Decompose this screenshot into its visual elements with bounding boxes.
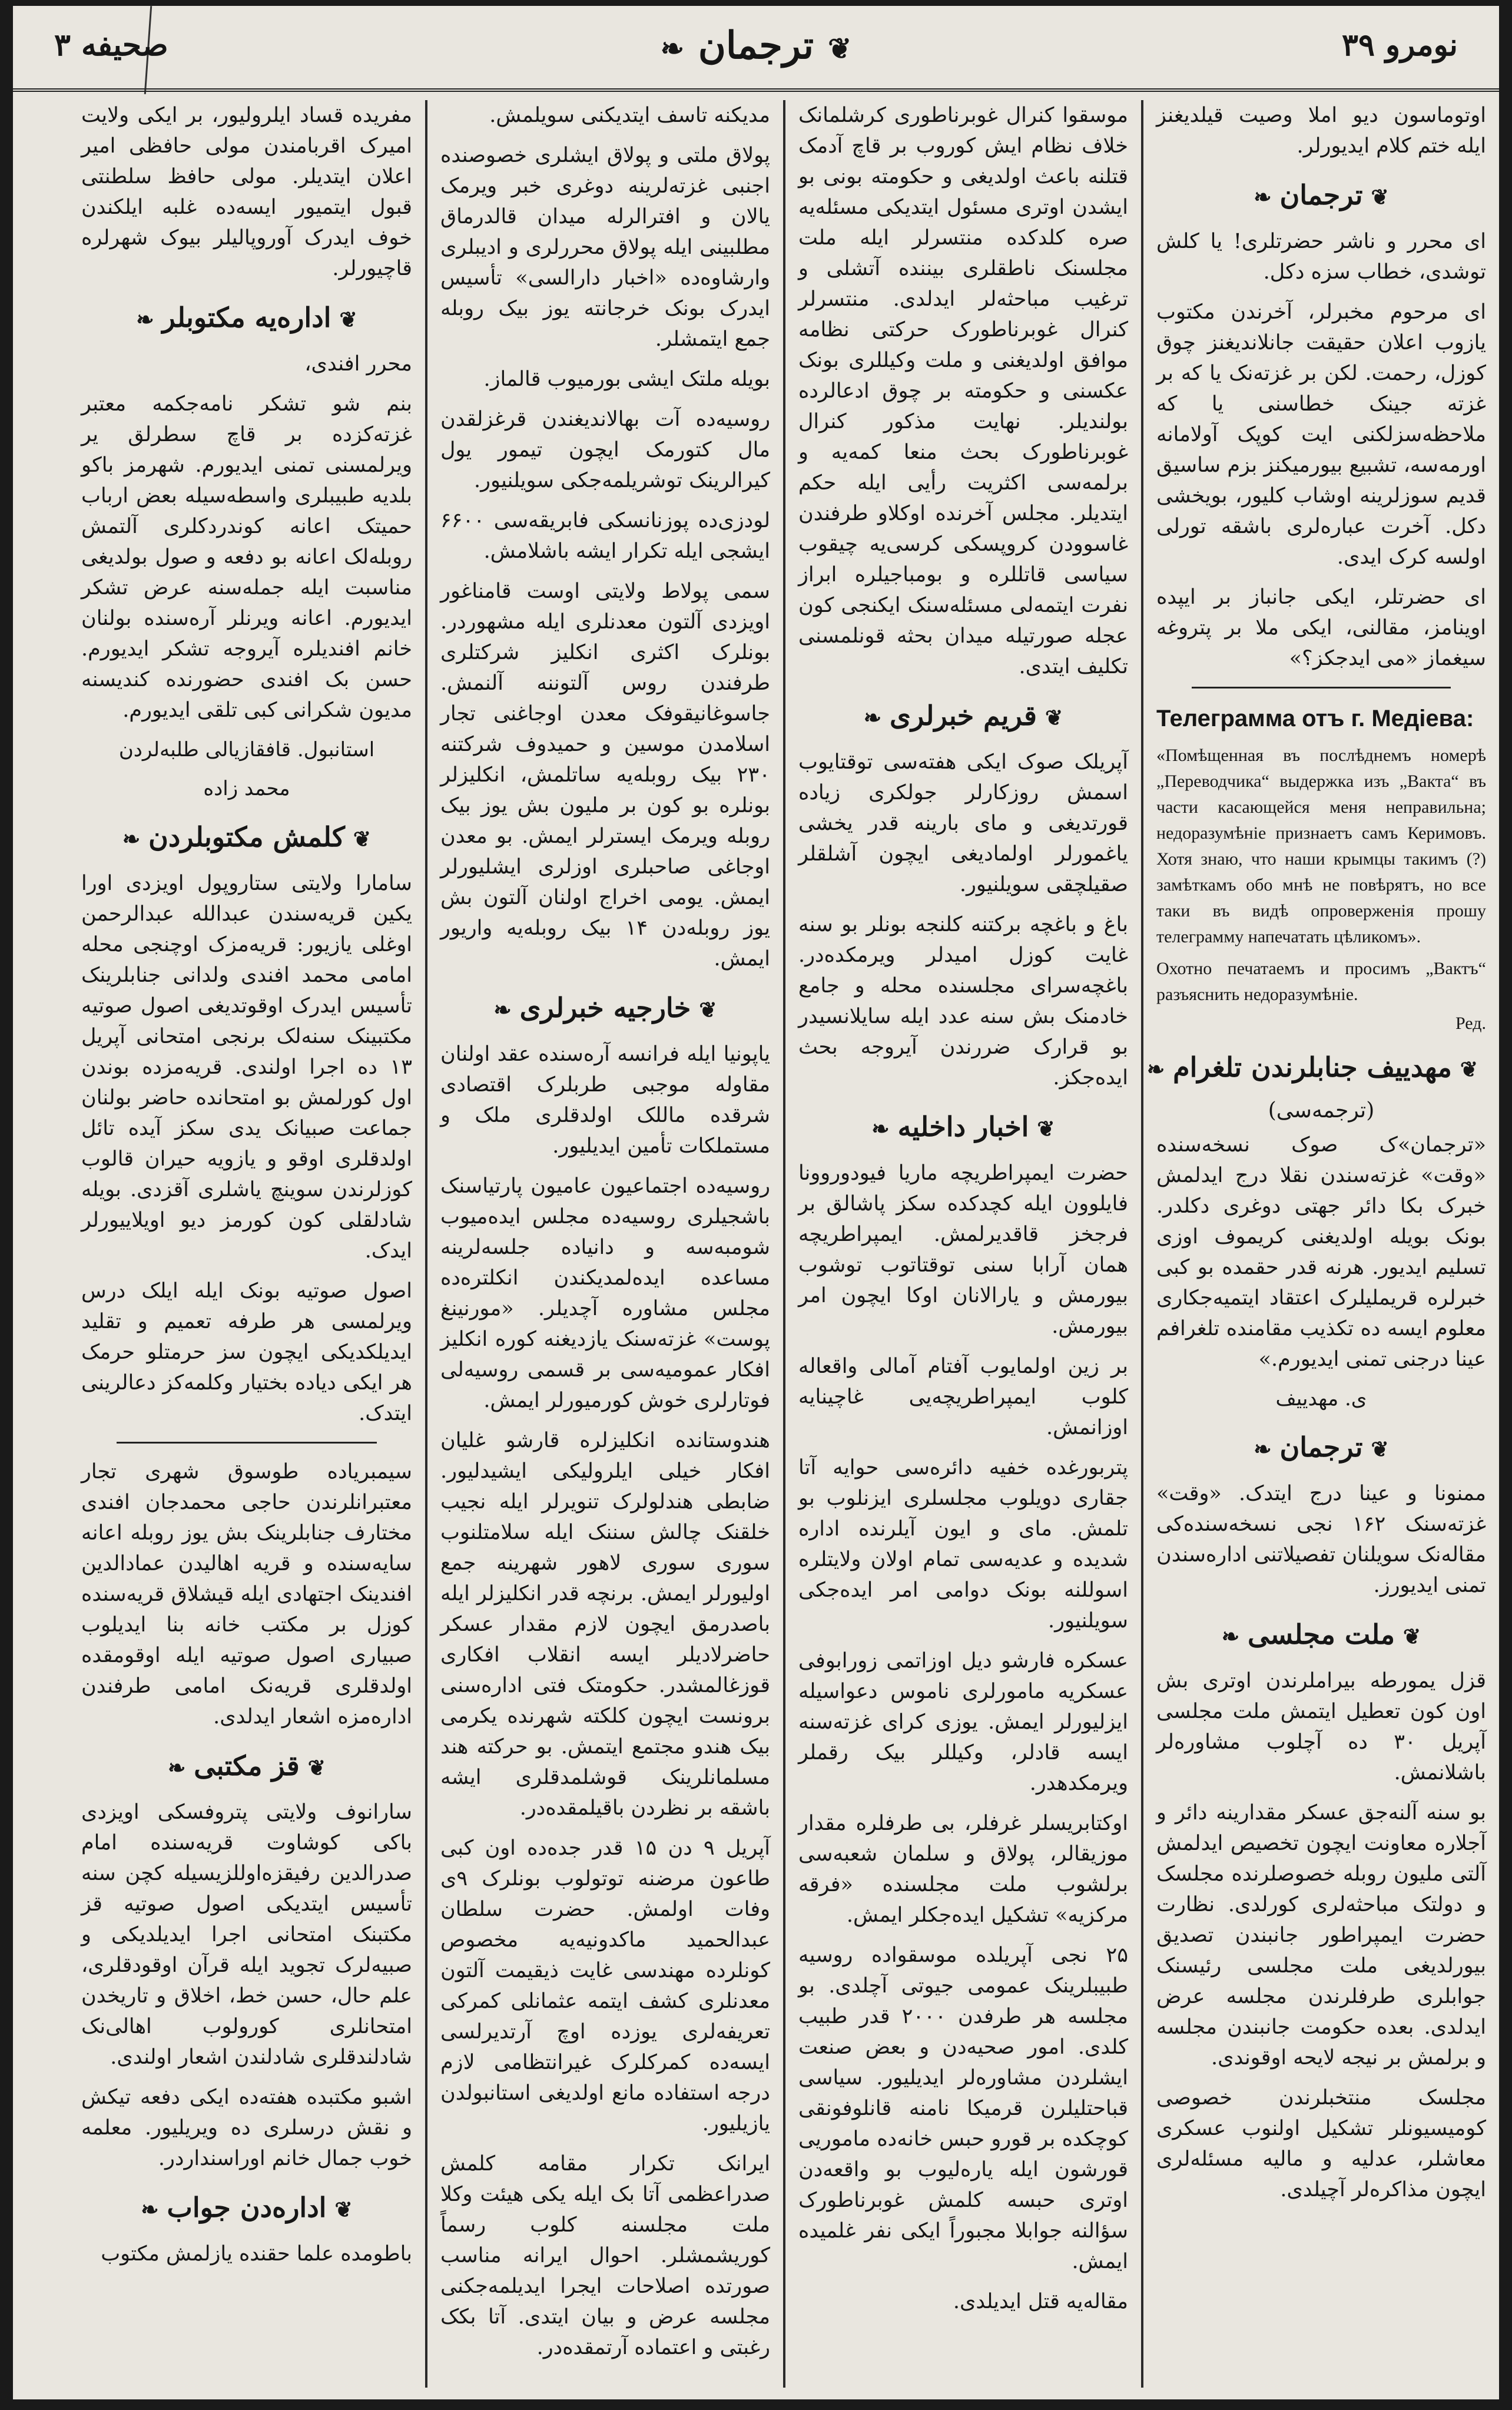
paragraph: لودزی‌ده پوزنانسکی فابریقه‌سی ۶۶۰۰ ایشجی ایله تکرار ایشه باشلامش. xyxy=(440,509,770,563)
paragraph: حضرت ایمپراطریچه ماریا فیودوروونا فایلوون ایله کچدکده سکز پاشالق بر فرجخز قاقدیرلمش. ایمپراطریچه همان آرابا سنی توقتاتوب توشوب بیورمش و یارالانان اوکا ایچون امر بیورمش. xyxy=(798,1161,1128,1338)
column-1 xyxy=(1143,100,1499,2388)
paragraph: مدیکنه تاسف ایتدیکنی سویلمش. xyxy=(489,104,770,127)
paragraph: بنم شو تشکر نامه‌جکمه معتبر غزته‌کزده بر قاچ سطرلق یر ویرلمسنی تمنی ایدیورم. شهرمز باکو بلدیه طبیبلری واسطه‌سیله بعض ارباب حمیتک اعانه کوندردکلری آلتمش روبله‌لک اعانه بو دفعه و صول بولدیغی مناسبت ایله جمله‌سنه عرض تشکر ایدیورم. اعانه ویرنلر آره‌سنده بولنان خانم افندیلره آیروجه تشکر ایدیورم. حسن بک افندی حضورنده کندیسنه مدیون شکرانی کبی تلقی ایدیورم. xyxy=(81,392,412,722)
title-text: ترجمان xyxy=(698,24,814,68)
editor-note: Охотно печатаемъ и просимъ „Вактъ“ разъяснить недоразумѣнiе. xyxy=(1156,959,1486,1004)
section-heading xyxy=(1156,1616,1486,1655)
section-heading xyxy=(1156,1429,1486,1468)
heading-text: اخبار داخلیه xyxy=(897,1111,1029,1143)
signature: استانبول. قافقازیالی طلبه‌لردن xyxy=(118,738,375,762)
column-4 xyxy=(68,100,425,2388)
paragraph: پولاق ملتی و پولاق ایشلری خصوصنده اجنبی غزته‌لرینه دوغری خبر ویرمک یالان و افترالرله میدان قالدرماق مطلبینی ایله پولاق محررلری و ادیبلری وارشاوه‌ده «اخبار دارالسی» تأسیس ایدرک بونک خرجانته یوز بیک روبله جمع ایتمشلر. xyxy=(440,144,770,351)
paragraph: قزل یمورطه بیراملرندن اوتری بش اون کون تعطیل ایتمش ملت مجلسی آپریل ۳۰ ده آچلوب مشاوره‌لر باشلانمش. xyxy=(1156,1669,1486,1785)
heading-text: قز مکتبی xyxy=(194,1750,300,1782)
ornament-icon: ❦ xyxy=(334,2197,353,2222)
heading-text: ترجمان xyxy=(1279,1431,1363,1463)
signature: محمد زاده xyxy=(203,777,290,800)
paragraph: ای حضرتلر، ایکی جانباز بر ایپده اوینامز، مقالنی، ایکی ملا بر پتروغه سیغماز «می ایدجکز؟» xyxy=(1156,585,1486,670)
paragraph: سارانوف ولایتی پتروفسکی اویزدی باکی کوشاوت قریه‌سنده امام صدرالدین رفیقزه‌اوللزیسیله کچن سنه تأسیس ایتدیکی اصول صوتیه قز مکتبنک امتحانی اجرا ایدیلدیکی و صبیه‌لرک تجوید ایله قرآن اوقودقلری، علم حال، حسن خط، اخلاق و تاریخدن امتحانلری کورولوب اهالی‌نک شادلندقلری شادلندن اشعار اولندی. xyxy=(81,1800,412,2069)
heading-text: قریم خبرلری xyxy=(890,700,1037,731)
paragraph: سامارا ولایتی ستاروپول اویزدی اورا یکین قریه‌سندن عبدالله عبدالرحمن اوغلی یازیور: قریه‌مزک اوچنجی محله امامی محمد افندی ولدانی جنابلرینک تأسیس ایدرک اوقوتدیغی اصول صوتیه مکتبینک سنه‌لک برنجی امتحانی آپریل ۱۳ ده اجرا اولندی. قریه‌مزده بوندن اول کورلمش بو امتحانده حاضر بولنان جماعت صبیانک یدی سکز آیده تائل اولدقلری اوقو و یازویه حیران قالوب کوزلرندن سوینچ یاشلری آقزدی. بویله شادلقلی کون کورمز دیو اویلاییورلر ایدک. xyxy=(81,872,412,1263)
ornament-icon: ❧ xyxy=(141,2197,159,2222)
ornament-icon: ❦ xyxy=(1403,1624,1421,1649)
fleuron-ornament-icon: ❦ xyxy=(828,32,852,65)
ornament-icon: ❧ xyxy=(1221,1624,1239,1649)
paragraph: آپریل ۹ دن ۱۵ قدر جده‌ده اون کبی طاعون مرضنه توتولوب بونلرک ۹ی وفات اولمش. حضرت سلطان عبدالحمید ماکدونیه‌یه مخصوص کونلرده مهندسی غایت ذیقیمت آلتون معدنلری کشف ایتمه عثمانلی کمرکی تعریفه‌لری یوزده اوچ آرتدیرلسی ایسه‌ده کمرکلرک غیرانتظامی لازم درجه استفاده مانع اولدیغی استانبولدن یازیلیور. xyxy=(440,1836,771,2136)
ornament-icon: ❧ xyxy=(1147,1057,1165,1082)
ornament-icon: ❧ xyxy=(1254,1437,1272,1462)
paragraph: اوکتابریسلر غرفلر، بی طرفلره مقدار موزیقالر، پولاق و سلمان شعبه‌سی برلشوب ملت مجلسنده «فرقه مرکزیه» تشکیل ایده‌جکلر ایمش. xyxy=(798,1812,1128,1927)
paragraph: اوتوماسون دیو املا وصیت قیلدیغنز ایله ختم کلام ایدیورلر. xyxy=(1156,104,1486,158)
heading-text: اداره‌یه مکتوبلر xyxy=(162,302,331,333)
paragraph: یاپونیا ایله فرانسه آره‌سنده عقد اولنان مقاوله موجبی طربلرک اقتصادی شرقده ماللک اولدقلری ملک و مستملکات تأمین ایدیلیور. xyxy=(440,1042,770,1158)
heading-text: ترجمان xyxy=(1279,179,1363,211)
divider xyxy=(1192,687,1451,688)
paragraph: ممنونا و عینا درج ایتدک. «وقت» غزته‌سنک ۱۶۲ نجی نسخه‌سنده‌کی مقاله‌نک سویلنان تفصیلاتنی اداره‌سندن تمنی ایدیورز. xyxy=(1156,1482,1486,1597)
ornament-icon: ❧ xyxy=(122,827,141,852)
section-heading xyxy=(81,2189,412,2228)
paragraph: روسیه‌ده آت بهالاندیغندن قرغزلقدن مال کتورمک ایچون تیمور یول کیرالرینک توشریلمه‌جکی سویلنیور. xyxy=(440,408,770,492)
signature: ی. مهدییف xyxy=(1275,1387,1367,1411)
subheading: (ترجمه‌سی) xyxy=(1268,1098,1375,1123)
ornament-icon: ❧ xyxy=(136,307,154,332)
ornament-icon: ❦ xyxy=(1371,185,1389,210)
section-heading xyxy=(1156,177,1486,216)
paragraph: ۲۵ نجی آپریلده موسقواده روسیه طبیبلرینک عمومی جیوتی آچلدی. بو مجلسه هر طرفدن ۲۰۰۰ قدر طبیب کلدی. امور صحیه‌دن و بعض صنعت ایشلردن مشاوره‌لر ایدیلیور. سیاسی قباحتلیلرن قرمیکا نامنه قانلوفونقی کوچکده بر قورو حبس خانه‌ده ماموریی قورشون ایله یاره‌لیوب بو واقعه‌دن اوتری حبسه کلمش غوبرناطورک سؤالنه جوابلا مجبوراً ایکی نفر غلمیده ایمش. xyxy=(798,1944,1128,2273)
heading-text: اداره‌دن جواب xyxy=(167,2191,327,2223)
heading-text: کلمش مکتوبلردن xyxy=(148,821,345,853)
ornament-icon: ❦ xyxy=(307,1756,326,1780)
paragraph: روسیه‌ده اجتماعیون عامیون پارتیاسنک باشجیلری روسیه‌ده مجلس ایده‌میوب شومبه‌سه و دانیاده جلسه‌لرینه مساعده ایده‌لمدیکندن انکلتره‌ده مجلس مشاوره آچدیلر. «مورنینغ پوست» غزته‌سنک یازدیغنه کوره انکلیز افکار عمومیه‌سی بر قسمی روسیه‌لی فوتارلری خوش کورمیورلر ایمش. xyxy=(440,1174,770,1412)
newspaper-title xyxy=(646,24,866,68)
section-heading xyxy=(81,299,412,338)
section-heading xyxy=(440,989,770,1028)
paragraph: مجلسک منتخبلرندن خصوصی کومیسیونلر تشکیل اولنوب عسکری معاشلر، عدلیه و مالیه مسئله‌لری ایچون مذاکره‌لر آچیلدی. xyxy=(1156,2086,1486,2202)
paragraph: مفریده قساد ایلرولیور، بر ایکی ولایت امیرک اقربامندن مولی حافظی امیر اعلان ایتدیلر. مولی حافظ سلطنتی قبول ایتمیور ایسه‌ده غلبه ایلکندن خوف ایدرک آوروپالیلر بیوک شهرلره قاچیورلر. xyxy=(81,104,412,280)
section-heading xyxy=(1147,1049,1486,1088)
paragraph: ای مرحوم مخبرلر، آخرندن مکتوب یازوب اعلان حقیقت جانلاندیغنز چوق کوزل، رحمت. لکن بر غزته‌نک یا که بر غزته جینک خطاسنی یا که ملاحظه‌سزلکنی ایت کوپک آولامانه اورمه‌سه، تشبیع بیورمیکنز بزم ساسیق قدیم سوزلرینه اوشاب کلیور، بویخشی دکل. آخرت عبارەلری باشقه تورلی اولسه کرک ایدی. xyxy=(1156,300,1486,569)
editor-signature: Ред. xyxy=(1455,1014,1486,1033)
section-heading xyxy=(81,1747,412,1786)
ornament-icon: ❦ xyxy=(1045,706,1063,730)
russian-telegram xyxy=(1156,703,1486,1034)
heading-text: ملت مجلسی xyxy=(1248,1618,1395,1650)
paragraph: بو سنه آلنه‌جق عسکر مقدارینه دائر و آجلاره معاونت ایچون تخصیص ایدلمش آلتی ملیون روبله خصوصلرنده مجلسک و دولتک مباحثه‌لری کورلدی. نظارت حضرت ایمپراطور جانبندن تصدیق بیورلدیغی ملت مجلسی رئیسنک جوابلری طرفلرندن مجلسه عرض ایدلدی. بعده حکومت جانبندن مجلسه و برلمش بر نیجه لایحه اوقوندی. xyxy=(1156,1801,1486,2070)
ornament-icon: ❦ xyxy=(1371,1437,1389,1462)
issue-number: نومرو ۳۹ xyxy=(1342,27,1458,63)
telegram-title: Телеграмма отъ г. Медiева: xyxy=(1156,706,1474,731)
page-number-label: صحیفه ۳ xyxy=(54,27,168,63)
ornament-icon: ❦ xyxy=(699,998,717,1022)
paragraph: ای محرر و ناشر حضرتلری! یا کلش توشدی، خطاب سزه دکل. xyxy=(1156,230,1486,284)
paragraph: مقاله‌یه قتل ایدیلدی. xyxy=(953,2290,1128,2313)
fleuron-ornament-icon: ❧ xyxy=(660,32,684,65)
heading-text: مهدییف جنابلرندن تلغرام xyxy=(1173,1051,1452,1083)
ornament-icon: ❦ xyxy=(353,827,372,852)
paragraph: اشبو مکتبده هفته‌ده ایکی دفعه تیکش و نقش درسلری ده ویریلیور. معلمه خوب جمال خانم اوراسنداردر. xyxy=(81,2085,412,2170)
ornament-icon: ❧ xyxy=(493,998,512,1022)
paragraph: سیمبریاده طوسوق شهری تجار معتبرانلرندن حاجی محمدجان افندی مختارف جنابلرینک بش یوز روبله اعانه سایه‌سنده و قریه اهالیدن عمادالدین افندینک اجتهادی ایله قیشلاق قریه‌سنده کوزل بر مکتب خانه بنا ایدیلوب صبیاری اصول صوتیه ایله اوقومقده اولدقلری قریه‌نک امامی طرفندن اداره‌مزه اشعار ایدلدی. xyxy=(81,1460,412,1729)
masthead xyxy=(13,6,1499,92)
ornament-icon: ❧ xyxy=(863,706,882,730)
paragraph: پتربورغده خفیه دائره‌سی حوایه آتا جقاری دویلوب مجلسلری ایزنلوب بو تلمش. مای و ایون آیلرنده اداره شدیده و عدیه‌سی تمام اولان ولایتلره اسوللنه بونک دوامی امر ایده‌جکی سویلنیور. xyxy=(798,1456,1128,1633)
paragraph: «ترجمان»ک صوک نسخه‌سنده «وقت» غزته‌سندن نقلا درج ایدلمش خبرک بکا دائر جهتی دوغری دکلدر. بونک بویله اولدیغنی کریموف اوزی تسلیم ایدیور. هرنه قدر حقمده بو کبی خبرلره قریملیلرک اعتقاد ایتمیه‌جکاری معلوم ایسه ده تکذیب مقامنده تلغرافم عینا درجنی تمنی ایدیورم.» xyxy=(1156,1133,1486,1371)
newspaper-page xyxy=(13,6,1499,2399)
ornament-icon: ❦ xyxy=(339,307,357,332)
paragraph: بویله ملتک ایشی بورمیوب قالماز. xyxy=(483,368,770,391)
paragraph: آپریلک صوک ایکی هفته‌سی توقتایوب اسمش روزکارلر جولکری زیاده قورتدیغی و مای بارینه قدر یخشی یاغمورلر اولمادیغی ایچون آشلقلر صقیلچقی سویلنیور. xyxy=(798,750,1128,896)
paragraph: هندوستانده انکلیزلره قارشو غلیان افکار خیلی ایلرولیکی ایشیدلیور. ضابطی هندلولرک تنویرلر ایله نجیب خلقنک چالش سننک ایله سلامتلنوب سوری سوری لاهور شهرینه جمع اولیورلر ایمش. برنچه قدر انکلیزلر ایله باصدرمق ایچون لازم مقدار عسکر حاضرلادیلر ایسه انقلاب افکاری قوزغالمشدر. حکومتک فتی اداره‌سنی برونست ایچون کلکته شهرنده یکرمی بیک هندو مجتمع ایتمش. بو حرکته هند مسلمانلرینک قوشلمدقلری ایشه باشقه بر نظردن باقیلمقده‌در. xyxy=(440,1429,770,1820)
paragraph: بر زین اولمایوب آفتام آمالی واقعاله کلوب ایمپراطریچه‌یی غاچینایه اوزانمش. xyxy=(798,1355,1128,1439)
ornament-icon: ❧ xyxy=(871,1117,890,1141)
divider xyxy=(117,1442,377,1444)
heading-text: خارجیه خبرلری xyxy=(519,992,691,1024)
section-heading xyxy=(798,697,1128,736)
section-heading xyxy=(81,819,412,858)
column-3 xyxy=(427,100,783,2388)
section-heading xyxy=(798,1108,1128,1147)
paragraph: باطومده علما حقنده یازلمش مکتوب xyxy=(101,2242,412,2266)
telegram-text: «Помѣщенная въ послѣднемъ номерѣ „Переводчика“ выдержка изъ „Вакта“ въ части касающейся меня неправильна; недоразумѣнiе признаетъ самъ Керимовъ. Хотя знаю, что наши крымцы такимъ (?) замѣткамъ обо мнѣ не повѣрятъ, но все таки въ видѣ опроверженiя прошу телеграмму напечатать цѣликомъ». xyxy=(1156,746,1486,946)
paragraph: عسکره فارشو دیل اوزاتمی زورابوفی عسکریه مامورلری ناموس دعواسیله ایزلیورلر ایمش. یوزی کرای غزته‌سنه ایسه قادلر، وکیللر بیک رقملر ویرمکدهدر. xyxy=(798,1649,1128,1795)
ornament-icon: ❦ xyxy=(1037,1117,1055,1141)
paragraph: باغ و باغچه برکتنه کلنجه بونلر بو سنه غایت کوزل امیدلر ویرمکده‌در. باغچه‌سرای مجلسنده محله و جامع خادمنک بش سنه عدد ایله سایلانسیدر بو قرارک ضررندن آیروجه بحث ایده‌جکز. xyxy=(798,913,1128,1090)
paragraph: سمی پولاط ولایتی اوست قامناغور اویزدی آلتون معدنلری ایله مشهوردر. بونلرک اکثری انکلیز شرکتلری طرفندن روس آلتوننه آلنمش. جاسوغانیقوفک معدن اوجاغنی تجار اسلامدن موسین و حمیدوف شرکتنه ۲۳۰ بیک روبله‌یه ساتلمش، انکلیزلر بونلره بو کون بر ملیون بش یوز بیک روبله ویرمک ایسترلر ایمش. بو معدن اوجاغی صاحبلری اوزلری ایشلیورلر ایمش. یومی اخراج اولنان آلتون بش یوز روبله‌دن ۱۴ بیک روبله‌یه واریور ایمش. xyxy=(440,580,770,971)
paragraph: اصول صوتیه بونک ایله ایلک درس ویرلمسی هر طرفه تعمیم و تقلید ایدیلکدیکی ایچون سز حرمتلو حرمک هر ایکی دیاده بختیار وکلمه‌کز دعا‌لرینی ایتدک. xyxy=(81,1279,412,1425)
column-2 xyxy=(785,100,1141,2388)
salutation: محرر افندی، xyxy=(304,352,412,376)
ornament-icon: ❦ xyxy=(1460,1057,1478,1082)
paragraph: موسقوا کنرال غوبرناطوری کرشلمانک خلاف نظام ایش کوروب بر قاچ آدمک قتلنه باعث اولدیغی و حکومته بونی بو ایشدن اوتری مسئول ایتدیکی مسئله‌یه صره کلدکده منتسرلر ایله ملت مجلسنک ناطقلری بیننده آتشلی و ترغیب مباحثه‌لر ایدلدی. منتسرلر کنرال غوبرناطورک حرکتی نظامه موافق اولدیغنی و ملت وکیللری بونک عکسنی و حکومته بر چوق ادعالرده بولندیلر. نهایت مذکور کنرال غوبرناطورک بحث منعا کمه‌یه و برلمه‌سی اکثریت رأیی ایله حکم ایتدیلر. مجلس آخرنده اوکلاو طرفندن غاسوودن کروپسکی کرسی‌یه چیقوب سیاسی قاتللره و بومباجیلره ابراز نفرت ایتمه‌لی مسئله‌سنک ایکنجی کون عجله صورتیله میدان بحثه قونلمسنی تکلیف ایتدی. xyxy=(798,104,1128,678)
paragraph: ایرانک تکرار مقامه کلمش صدراعظمی آتا بک ایله یکی هیئت وکلا ملت مجلسنه کلوب رسماً کوریشمشلر. احوال ایرانه مناسب صورتده اصلاحات ایجرا ایدیلمه‌جکنی مجلسه عرض و بیان ایتدی. آتا بکک رغبتی و اعتماده آرتمقده‌در. xyxy=(440,2152,770,2359)
ornament-icon: ❧ xyxy=(168,1756,186,1780)
ornament-icon: ❧ xyxy=(1254,185,1272,210)
